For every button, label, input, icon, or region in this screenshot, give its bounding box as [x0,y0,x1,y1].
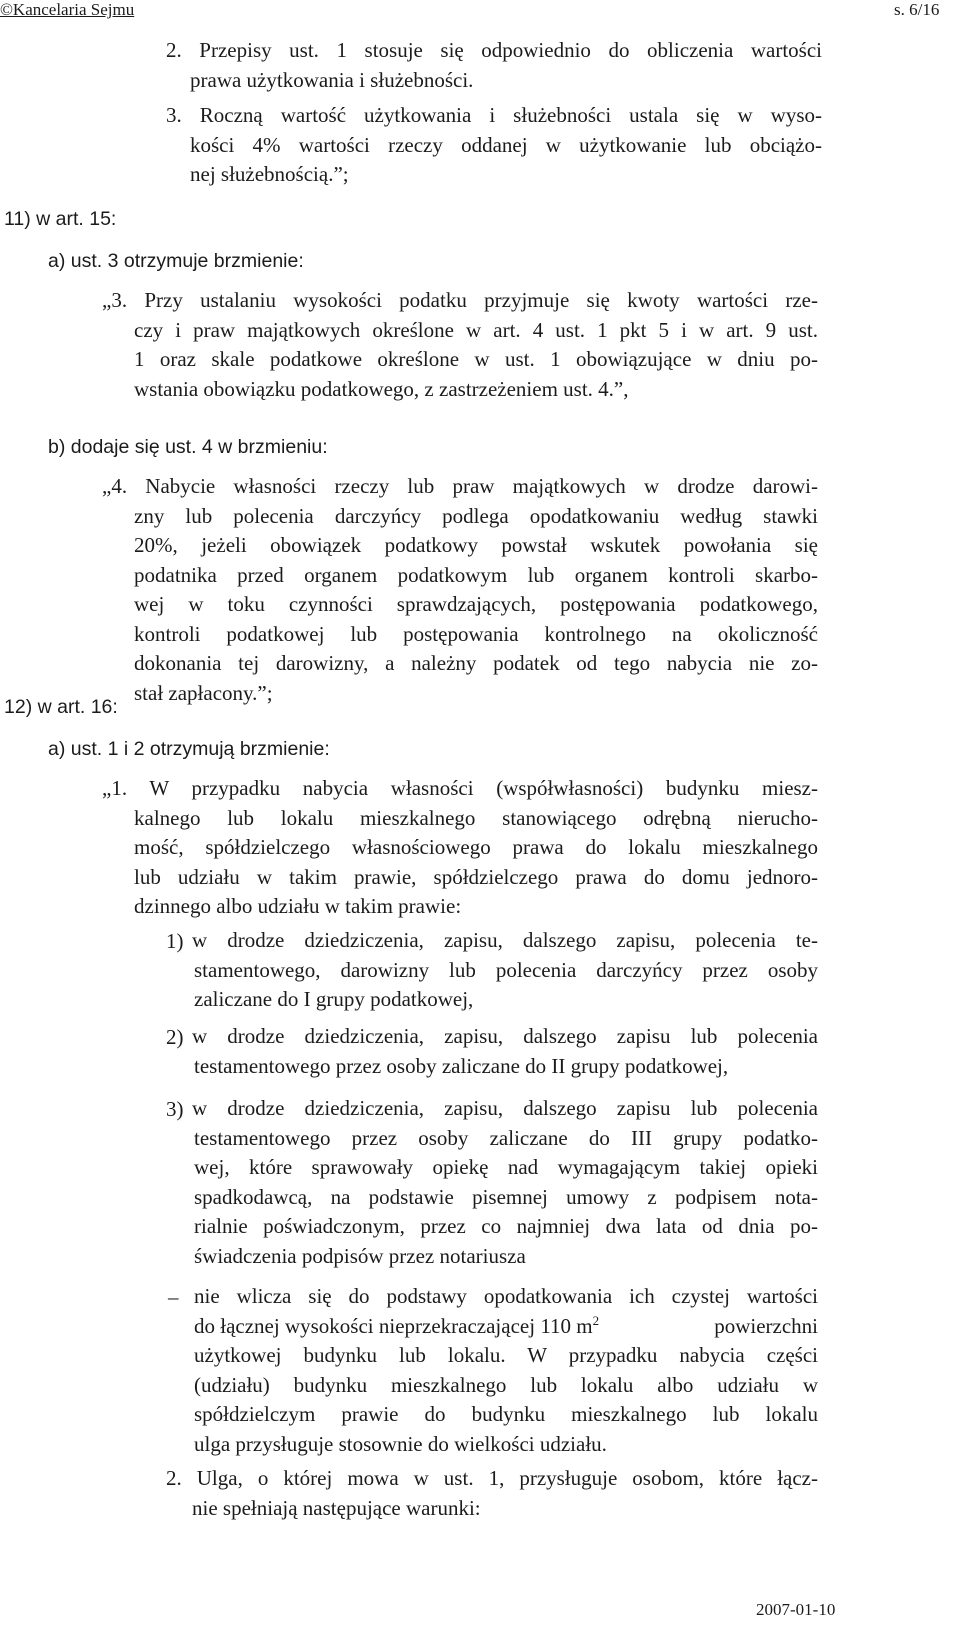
item-12-sub-a: a) ust. 1 i 2 otrzymują brzmienie: [48,738,330,760]
text-line: nie spełniają następujące warunki: [192,1495,481,1520]
dash-marker: – [168,1285,179,1309]
text-line: zaliczane do I grupy podatkowej, [194,987,474,1011]
text-line: podatnika przed organem podatkowym lub organem kontroli skarbo- [134,562,818,587]
text-line: w drodze dziedziczenia, zapisu, dalszego zapisu lub polecenia [192,1096,818,1120]
text-line: 2. Przepisy ust. 1 stosuje się odpowiednio do obliczenia wartości [166,38,822,62]
text-line: kontroli podatkowej lub postępowania kontrolnego na okoliczność [134,621,818,646]
footer-date: 2007-01-10 [756,1600,836,1619]
text-line: nej służebnością.”; [190,162,349,186]
item-12-label: 12) w art. 16: [4,696,118,718]
point-1-text [192,926,818,1015]
text-line: kości 4% wartości rzeczy oddanej w użytkowanie lub obciążo- [190,132,822,157]
text-line: testamentowego przez osoby zaliczane do II grupy podatkowej, [194,1053,729,1078]
text-line: stamentowego, darowizny lub polecenia darczyńcy przez osoby [194,957,818,982]
text-line: kalnego lub lokalu mieszkalnego stanowiącego odrębną nierucho- [134,805,818,830]
text-line: rialnie poświadczonym, przez co najmniej dwa lata od dnia po- [194,1214,818,1238]
page-number: s. 6/16 [894,0,940,19]
text-line: stał zapłacony.”; [134,680,273,705]
text-line: ulga przysługuje stosownie do wielkości udziału. [194,1431,607,1456]
paragraph-art14-cont [166,36,822,190]
item-11-sub-a: a) ust. 3 otrzymuje brzmienie: [48,250,304,272]
quote-art15-ust4 [102,472,818,708]
quote-art15-ust3 [102,286,818,404]
text-line: w drodze dziedziczenia, zapisu, dalszego zapisu, polecenia te- [192,928,818,952]
text-line: świadczenia podpisów przez notariusza [194,1243,526,1268]
dash-clause-text [194,1282,818,1459]
text-line: 3. Roczną wartość użytkowania i służebności ustala się w wyso- [166,103,822,127]
point-2-number: 2) [166,1025,184,1049]
text-line: wej, które sprawowały opiekę nad wymagającym takiej opieki [194,1155,818,1179]
point-1-number: 1) [166,929,184,953]
text-line: lub udziału w takim prawie, spółdzielczego prawa do domu jednoro- [134,864,818,889]
point-3-number: 3) [166,1097,184,1121]
point-2-text [192,1022,818,1081]
text-line: testamentowego przez osoby zaliczane do III grupy podatko- [194,1125,818,1150]
source-link[interactable]: ©Kancelaria Sejmu [0,0,135,19]
text-line: mość, spółdzielczego własnościowego prawa do lokalu mieszkalnego [134,835,818,859]
text-line: spadkodawcą, na podstawie pisemnej umowy z podpisem nota- [194,1184,818,1209]
text-line: w drodze dziedziczenia, zapisu, dalszego zapisu lub polecenia [192,1024,818,1048]
text-line: wstania obowiązku podatkowego, z zastrzeżeniem ust. 4.”, [134,376,629,401]
text-line: dzinnego albo udziału w takim prawie: [134,894,462,918]
text-line: dokonania tej darowizny, a należny podatek od tego nabycia nie zo- [134,651,818,675]
item-11-label: 11) w art. 15: [4,208,117,230]
text-line: użytkowej budynku lub lokalu. W przypadku nabycia części [194,1343,818,1367]
point-3-text [192,1094,818,1271]
text-line: 20%, jeżeli obowiązek podatkowy powstał wskutek powołania się [134,533,818,557]
text-line: wej w toku czynności sprawdzających, postępowania podatkowego, [134,592,818,616]
square-superscript: 2 [592,1312,600,1328]
text-line: zny lub polecenia darczyńcy podlega opodatkowaniu według stawki [134,503,818,528]
text-line: „1. W przypadku nabycia własności (współwłasności) budynku miesz- [102,776,818,800]
text-line: „4. Nabycie własności rzeczy lub praw majątkowych w drodze darowi- [102,474,818,498]
quote-art16-ust2 [166,1464,818,1523]
text-line: spółdzielczym prawie do budynku mieszkalnego lub lokalu [194,1402,818,1426]
text-line-with-superscript [194,1312,818,1342]
text-line: czy i praw majątkowych określone w art. 4 ust. 1 pkt 5 i w art. 9 ust. [134,317,818,342]
item-11-sub-b: b) dodaje się ust. 4 w brzmieniu: [48,436,328,458]
text-line: „3. Przy ustalaniu wysokości podatku przyjmuje się kwoty wartości rze- [102,288,818,312]
text-line: prawa użytkowania i służebności. [190,67,474,92]
text-line: nie wlicza się do podstawy opodatkowania ich czystej wartości [194,1284,818,1308]
area-limit-tail: powierzchni [714,1313,818,1338]
text-line: (udziału) budynku mieszkalnego lub lokalu albo udziału w [194,1372,818,1397]
text-line: 2. Ulga, o której mowa w ust. 1, przysługuje osobom, które łącz- [166,1466,818,1490]
text-line: 1 oraz skale podatkowe określone w ust. 1 obowiązujące w dniu po- [134,347,818,371]
quote-art16-ust1 [102,774,818,922]
area-limit-text: do łącznej wysokości nieprzekraczającej 110 m [194,1313,593,1338]
